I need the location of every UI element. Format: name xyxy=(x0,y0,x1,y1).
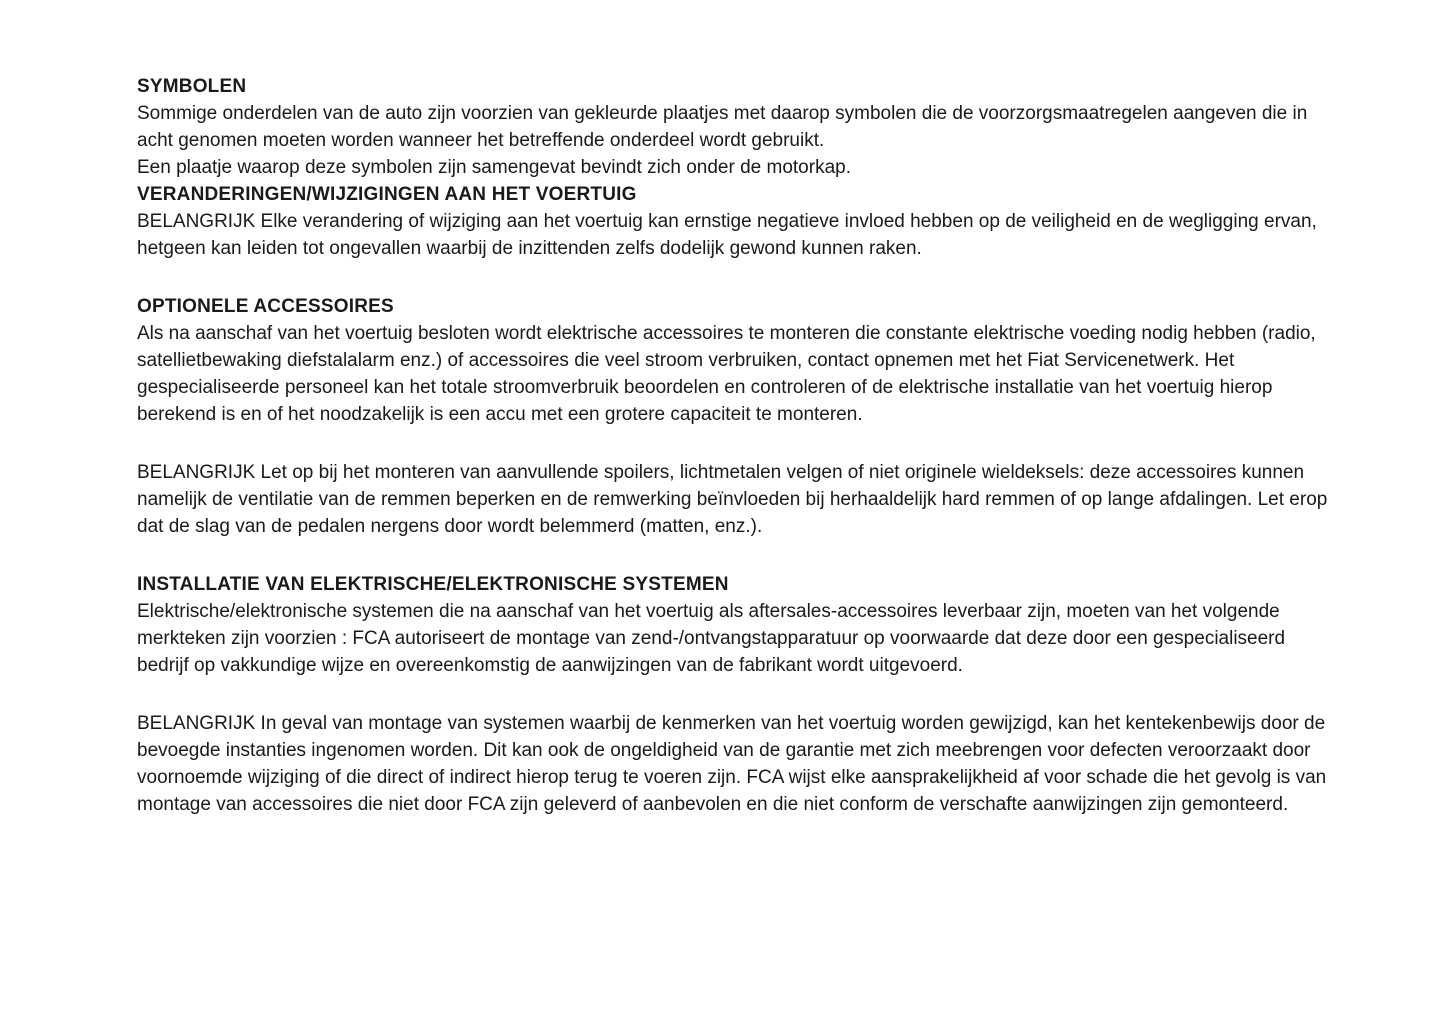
section-heading-installatie: INSTALLATIE VAN ELEKTRISCHE/ELEKTRONISCHE SYSTEMEN xyxy=(137,574,729,595)
paragraph: Elektrische/elektronische systemen die na aanschaf van het voertuig als aftersales-accessoires leverbaar zijn, moeten van het volgende merkteken zijn voorzien : FCA autoriseert de montage van zend-/ontvangstapparatuur op voorwaarde dat deze door een gespecialiseerd bedrijf op vakkundige wijze en overeenkomstig de aanwijzingen van de fabrikant wordt uitgevoerd. xyxy=(137,601,1286,676)
section-optionele-accessoires xyxy=(137,293,1329,540)
section-heading-symbolen: SYMBOLEN xyxy=(137,76,247,97)
section-veranderingen-wijzigingen xyxy=(137,181,1329,262)
paragraph: Als na aanschaf van het voertuig besloten wordt elektrische accessoires te monteren die constante elektrische voeding nodig hebben (radio, satellietbewaking diefstalalarm enz.) of accessoires die veel stroom verbruiken, contact opnemen met het Fiat Servicenetwerk. Het gespecialiseerde personeel kan het totale stroomverbruik beoordelen en controleren of de elektrische installatie van het voertuig hierop berekend is en of het noodzakelijk is een accu met een grotere capaciteit te monteren. xyxy=(137,323,1316,425)
paragraph-belangrijk: BELANGRIJK Let op bij het monteren van aanvullende spoilers, lichtmetalen velgen of niet originele wieldeksels: deze accessoires kunnen namelijk de ventilatie van de remmen beperken en de remwerking beïnvloeden bij herhaaldelijk hard remmen of op lange afdalingen. Let erop dat de slag van de pedalen nergens door wordt belemmerd (matten, enz.). xyxy=(137,462,1328,537)
section-symbolen xyxy=(137,73,1329,181)
section-installatie-elektrische-systemen xyxy=(137,571,1329,818)
paragraph-belangrijk: BELANGRIJK In geval van montage van systemen waarbij de kenmerken van het voertuig worden gewijzigd, kan het kentekenbewijs door de bevoegde instanties ingenomen worden. Dit kan ook de ongeldigheid van de garantie met zich meebrengen voor defecten veroorzaakt door voornoemde wijziging of die direct of indirect hierop terug te voeren zijn. FCA wijst elke aansprakelijkheid af voor schade die het gevolg is van montage van accessoires die niet door FCA zijn geleverd of aanbevolen en die niet conform de verschafte aanwijzingen zijn gemonteerd. xyxy=(137,713,1327,815)
paragraph: Sommige onderdelen van de auto zijn voorzien van gekleurde plaatjes met daarop symbolen die de voorzorgsmaatregelen aangeven die in acht genomen moeten worden wanneer het betreffende onderdeel wordt gebruikt. xyxy=(137,103,1308,151)
paragraph-belangrijk: BELANGRIJK Elke verandering of wijziging aan het voertuig kan ernstige negatieve invloed hebben op de veiligheid en de wegligging ervan, hetgeen kan leiden tot ongevallen waarbij de inzittenden zelfs dodelijk gewond kunnen raken. xyxy=(137,211,1317,259)
document-content xyxy=(137,73,1329,818)
section-heading-optionele-accessoires: OPTIONELE ACCESSOIRES xyxy=(137,296,394,317)
section-heading-veranderingen: VERANDERINGEN/WIJZIGINGEN AAN HET VOERTUIG xyxy=(137,184,637,205)
paragraph: Een plaatje waarop deze symbolen zijn samengevat bevindt zich onder de motorkap. xyxy=(137,157,851,178)
